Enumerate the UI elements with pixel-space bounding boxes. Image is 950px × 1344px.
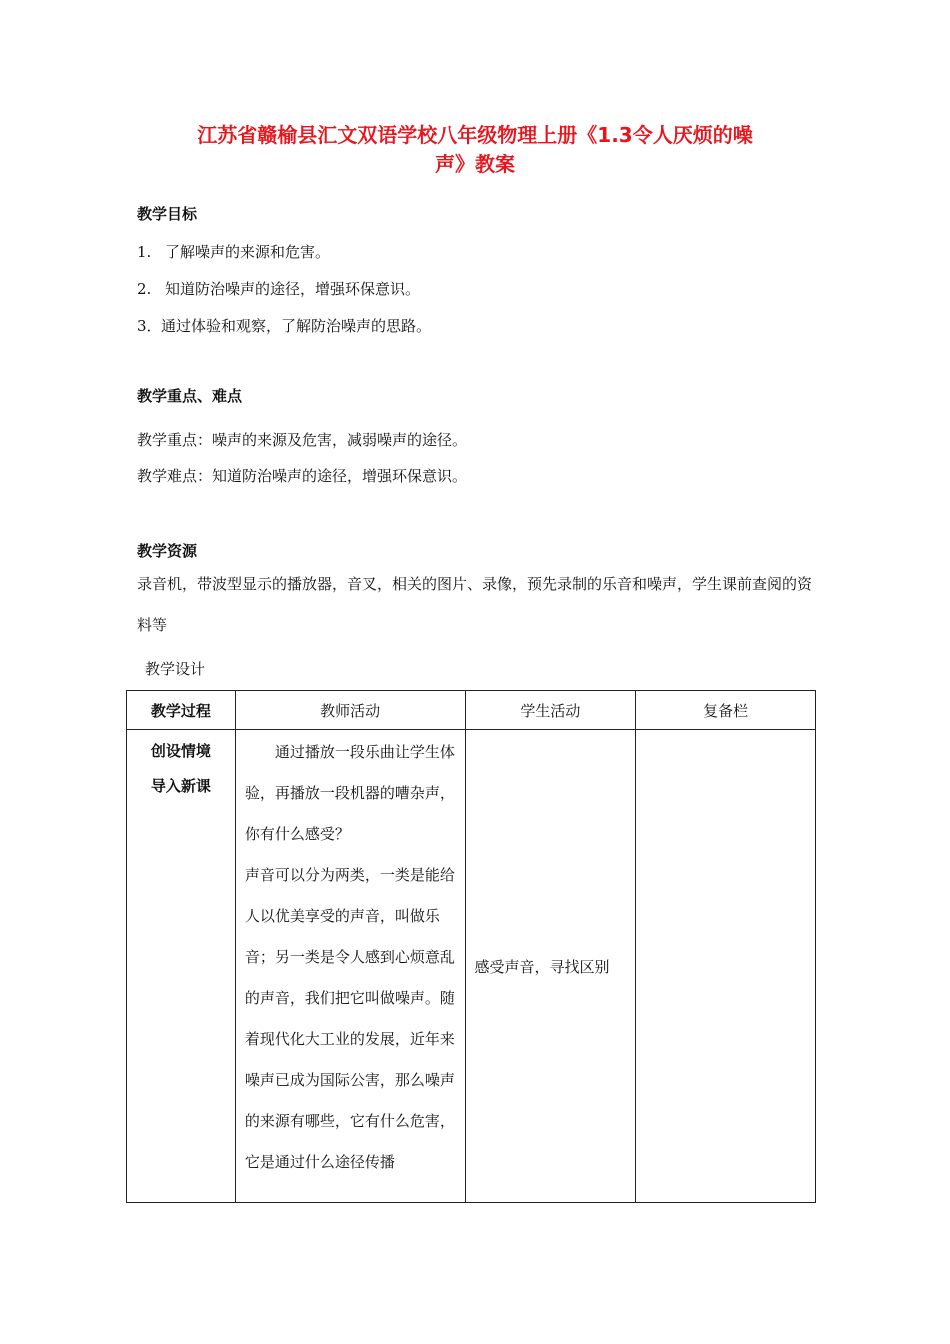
objective-number: 3． — [137, 317, 162, 335]
column-header-process: 教学过程 — [127, 691, 236, 730]
objectives-heading: 教学目标 — [137, 205, 198, 223]
title-line-2: 声》教案 — [435, 152, 515, 176]
objective-text: 知道防治噪声的途径，增强环保意识。 — [165, 280, 421, 298]
objective-text: 了解噪声的来源和危害。 — [165, 243, 331, 261]
review-cell — [636, 730, 816, 1203]
column-header-student: 学生活动 — [465, 691, 636, 730]
teaching-difficulty: 教学难点：知道防治噪声的途径，增强环保意识。 — [137, 467, 468, 485]
objective-number: 1. — [137, 243, 152, 261]
objective-text: 通过体验和观察，了解防治噪声的思路。 — [161, 317, 432, 335]
objective-item-2 — [137, 278, 420, 299]
document-title — [150, 121, 800, 179]
design-label: 教学设计 — [145, 660, 206, 678]
teacher-activity-cell — [235, 730, 465, 1203]
teacher-paragraph-1: 通过播放一段乐曲让学生体验，再播放一段机器的嘈杂声，你有什么感受？ — [244, 743, 455, 843]
resources-heading: 教学资源 — [137, 542, 198, 560]
table-row — [127, 730, 816, 1203]
key-points-heading: 教学重点、难点 — [137, 387, 243, 405]
teacher-paragraph-2: 声音可以分为两类，一类是能给人以优美享受的声音，叫做乐音；另一类是令人感到心烦意乱的声音，我们把它叫做噪声。随着现代化大工业的发展，近年来噪声已成为国际公害，那么噪声的来源有哪些，它有什么危害，它是通过什么途径传播 — [244, 866, 455, 1171]
objective-number: 2. — [137, 280, 152, 298]
lesson-design-table — [126, 690, 816, 1203]
process-cell — [127, 730, 236, 1203]
objective-item-3 — [137, 315, 431, 336]
resources-text: 录音机，带波型显示的播放器，音叉，相关的图片、录像，预先录制的乐音和噪声，学生课前查阅的资料等 — [137, 575, 813, 634]
student-activity-cell: 感受声音，寻找区别 — [465, 730, 636, 1203]
process-line: 创设情境 — [150, 742, 211, 760]
column-header-teacher: 教师活动 — [235, 691, 465, 730]
column-header-review: 复备栏 — [636, 691, 816, 730]
teaching-focus: 教学重点：噪声的来源及危害，减弱噪声的途径。 — [137, 431, 468, 449]
title-line-1: 江苏省赣榆县汇文双语学校八年级物理上册《1.3令人厌烦的噪 — [197, 123, 753, 147]
table-header-row — [127, 691, 816, 730]
objective-item-1 — [137, 241, 330, 262]
process-line: 导入新课 — [150, 777, 211, 795]
